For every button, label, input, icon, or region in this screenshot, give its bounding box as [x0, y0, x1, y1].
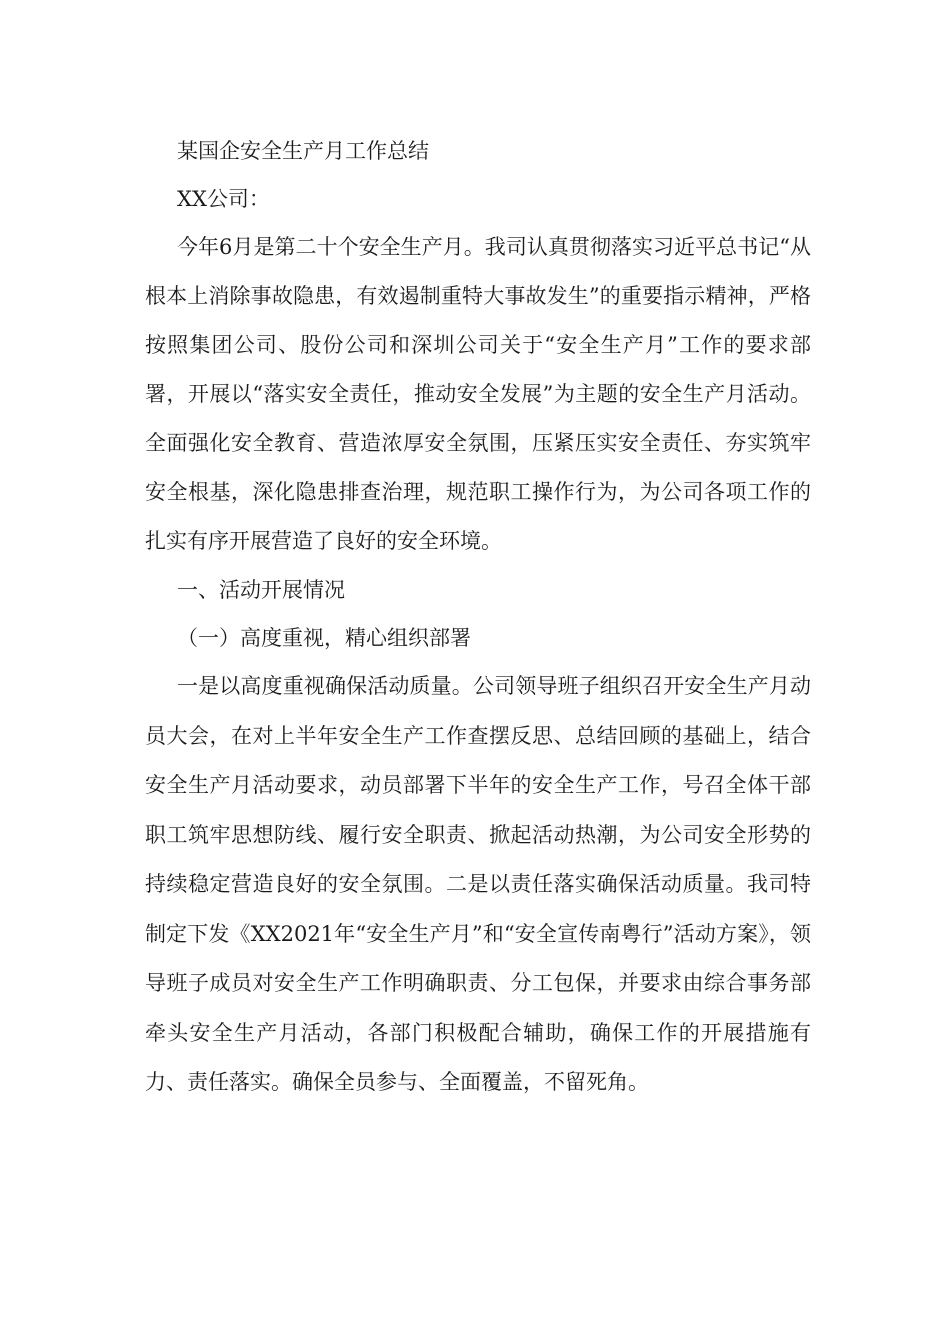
- salutation: XX公司：: [177, 187, 270, 211]
- subsection-heading: （一）高度重视，精心组织部署: [177, 626, 471, 650]
- subsection-paragraph: 一是以高度重视确保活动质量。公司领导班子组织召开安全生产月动员大会，在对上半年安全生产工作查摆反思、总结回顾的基础上，结合安全生产月活动要求，动员部署下半年的安全生产工作，号召全体干部职工筑牢思想防线、履行安全职责、掀起活动热潮，为公司安全形势的持续稳定营造良好的安全氛围。二是以责任落实确保活动质量。我司特制定下发《XX2021年“安全生产月”和“安全宣传南粤行”活动方案》，领导班子成员对安全生产工作明确职责、分工包保，并要求由综合事务部牵头安全生产月活动，各部门积极配合辅助，确保工作的开展措施有力、责任落实。确保全员参与、全面覆盖，不留死角。: [145, 674, 811, 1094]
- section-heading: 一、活动开展情况: [177, 578, 345, 602]
- intro-paragraph: 今年6月是第二十个安全生产月。我司认真贯彻落实习近平总书记“从根本上消除事故隐患，有效遏制重特大事故发生”的重要指示精神，严格按照集团公司、股份公司和深圳公司关于“安全生产月”工作的要求部署，开展以“落实安全责任，推动安全发展”为主题的安全生产月活动。全面强化安全教育、营造浓厚安全氛围，压紧压实安全责任、夯实筑牢安全根基，深化隐患排查治理，规范职工操作行为，为公司各项工作的扎实有序开展营造了良好的安全环境。: [145, 235, 811, 553]
- document-title: 某国企安全生产月工作总结: [177, 139, 429, 163]
- document-body: [145, 127, 811, 1108]
